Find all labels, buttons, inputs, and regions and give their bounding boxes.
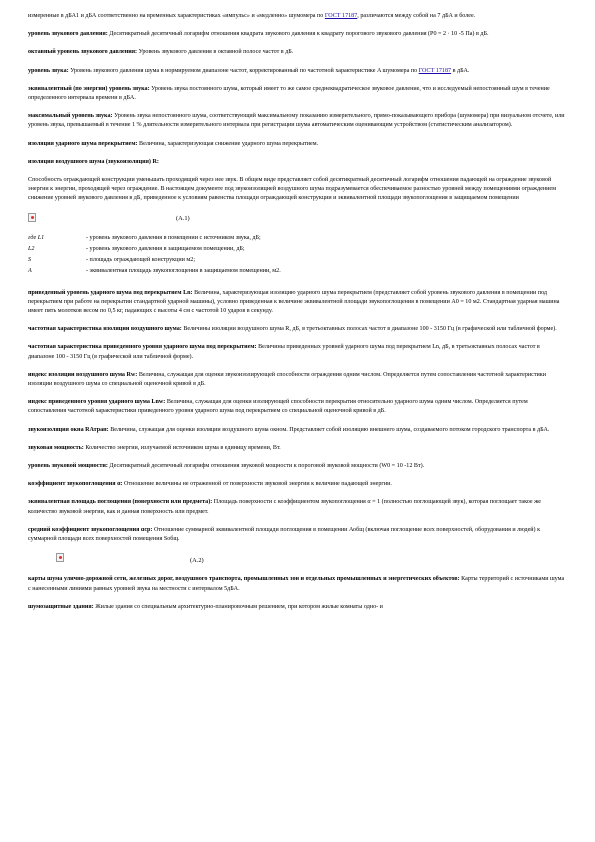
definition-sound-level	[28, 67, 566, 76]
definition-text: Величины приведенных уровней ударного шума под перекрытием Ln, дБ, в третьоктавных полосах частот в диапазоне 100 - 3150 Гц (в графической или табличной форме).	[28, 344, 540, 360]
broken-image-icon	[28, 213, 36, 222]
definition-text: Уровень звукового давления шума в нормируемом диапазоне частот, корректированный по частотной характеристике A шумомера по	[68, 67, 419, 74]
paragraph-text: измеренные в дБА1 и дБА соответственно на временных характеристиках «импульс» и «медленно» шумомера по	[28, 13, 325, 19]
definition-text: Отношение величины не отраженной от поверхности звуковой энергии к величине падающей энергии.	[122, 481, 392, 488]
term: карты шума улично-дорожной сети, железных дорог, воздушного транспорта, промышленных зон и отдельных промышленных и энергетических объектов:	[28, 576, 460, 583]
symbol: S	[28, 256, 32, 263]
term: изоляция воздушного шума (звукоизоляция) R:	[28, 158, 159, 165]
term: шумозащитные здания:	[28, 603, 94, 610]
term: октавный уровень звукового давления:	[28, 49, 138, 56]
symbol-description: - эквивалентная площадь звукопоглощения в защищаемом помещении, м2.	[86, 267, 281, 274]
definition-text: Величина, служащая для оценки изоляции воздушного шума окном. Представляет собой изоляцию внешнего шума, создаваемого потоком городского транспорта в дБА.	[108, 426, 550, 433]
definition-text: Величина, характеризующая снижение ударного шума перекрытием.	[137, 140, 319, 147]
definition-mean-absorption-coefficient	[28, 526, 566, 544]
definition-text: Уровень звука непостоянного шума, соответствующий максимальному показанию измерительного, прямо-показывающего прибора (шумомера) при визуальном отсчете, или уровень звука, превышаемый в течение 1 % длительности измерительного интервала при регистрации шума автоматическим оценивающим устройством (статистическим анализатором).	[28, 113, 565, 129]
definition-text: Величина, служащая для оценки изолирующей способности перекрытия относительно ударного шума одним числом. Определяется путем сопоставления частотной характеристики приведенного уровня ударного шума под перекрытием со специальной оценочной кривой в дБ.	[28, 399, 528, 415]
term: частотная характеристика изоляции воздушного шума:	[28, 326, 182, 333]
formula-number: (А.2)	[190, 557, 204, 565]
term: звукоизоляция окна RАтран:	[28, 426, 109, 433]
formula-a2	[28, 553, 566, 569]
term: эквивалентная площадь поглощения (поверхности или предмета):	[28, 499, 213, 506]
definition-airborne-insulation	[28, 158, 566, 167]
definition-rw-index	[28, 371, 566, 389]
definition-text-tail: в дБА.	[451, 67, 470, 74]
gost-17187-link[interactable]: ГОСТ 17187	[324, 13, 358, 19]
term: индекс изоляции воздушного шума Rw:	[28, 371, 138, 378]
paragraph-noise-difference	[28, 12, 566, 21]
term: эквивалентный (по энергии) уровень звука:	[28, 85, 150, 92]
definition-sound-power-level	[28, 462, 566, 471]
term: коэффициент звукопоглощения α:	[28, 481, 123, 488]
definition-noise-maps	[28, 575, 566, 593]
symbol-definitions	[28, 235, 281, 279]
definition-row	[28, 268, 281, 279]
definition-text: Уровень звукового давления в октавной полосе частот в дБ.	[137, 49, 294, 56]
gost-17187-link[interactable]: ГОСТ 17187	[418, 67, 452, 74]
definition-reduced-impact-level	[28, 289, 566, 317]
definition-octave-level	[28, 48, 566, 57]
term: уровень звукового давления:	[28, 31, 108, 38]
definition-text: Десятикратный десятичный логарифм отношения квадрата звукового давления к квадрату порогового звукового давления (P0 = 2 · 10 -5 Па) в дБ.	[107, 31, 489, 38]
definition-text: Десятикратный десятичный логарифм отношения звуковой мощности к пороговой звуковой мощности (W0 = 10 -12 Вт).	[107, 463, 425, 470]
definition-row	[28, 235, 281, 246]
term: изоляция ударного шума перекрытием:	[28, 140, 138, 147]
definition-window-insulation	[28, 426, 566, 435]
definition-row	[28, 257, 281, 268]
formula-a1	[28, 213, 566, 229]
definition-text: Уровень звука постоянного шума, который имеет то же самое среднеквадратическое звуковое давление, что и исследуемый непостоянный шум в течение определенного интервала времени в дБА.	[28, 85, 550, 102]
definition-absorption-coefficient	[28, 480, 566, 489]
document-page	[28, 12, 566, 621]
symbol: где L1	[28, 234, 45, 241]
definition-airborne-frequency-response	[28, 325, 566, 334]
definition-sound-pressure-level	[28, 30, 566, 39]
symbol-description: - уровень звукового давления в защищаемом помещении, дБ;	[86, 245, 245, 252]
paragraph-text: Способность ограждающей конструкции уменьшать проходящий через нее звук. В общем виде представляет собой десятикратный десятичный логарифм отношения падающей на ограждение звуковой энергии к энергии, проходящей через ограждение. В настоящем документе под звукоизоляцией воздушного шума подразумевается обеспечиваемое разностью уровней между помещениями ограждением снижение уровней звукового давления в дБ, приведенное к условиям равенства площади ограждающей конструкции и эквивалентной площади звукопоглощения в защищаемом помещении	[28, 177, 556, 202]
term: индекс приведенного уровня ударного шума Lnw:	[28, 399, 166, 406]
definition-text: Количество энергии, излучаемой источником шума в единицу времени, Вт.	[83, 444, 281, 451]
symbol-description: - уровень звукового давления в помещении с источником звука, дБ;	[86, 234, 261, 241]
term: звуковая мощность:	[28, 444, 84, 451]
definition-max-level	[28, 112, 566, 130]
definition-text: Величина, служащая для оценки звукоизолирующей способности ограждения одним числом. Определяется путем сопоставления частотной характеристики изоляции воздушного шума со специальной оценочной кривой в дБ.	[28, 371, 547, 388]
paragraph-text-tail: , различаются между собой на 7 дБА и более.	[357, 13, 476, 19]
definition-equivalent-level	[28, 85, 566, 103]
term: средний коэффициент звукопоглощения αср:	[28, 526, 153, 533]
term: частотная характеристика приведенного уровня ударного шума под перекрытием:	[28, 344, 257, 351]
definition-text: Отношение суммарной эквивалентной площади поглощения в помещении Аобщ (включая поглощение всех поверхностей, оборудования и людей) к суммарной площади всех поверхностей помещения Sобщ.	[28, 526, 541, 543]
definition-impact-insulation	[28, 140, 566, 149]
definition-row	[28, 246, 281, 257]
symbol: L2	[28, 245, 35, 252]
symbol: A	[28, 267, 32, 274]
definition-text: Площадь поверхности с коэффициентом звукопоглощения α = 1 (полностью поглощающей звук), которая поглощает такое же количество звуковой энергии, как и данная поверхность или предмет.	[28, 499, 541, 515]
term: уровень звуковой мощности:	[28, 463, 108, 470]
definition-text: Жилые здания со специальным архитектурно-планировочным решением, при котором жилые комнаты одно- и	[93, 603, 383, 610]
term: уровень звука:	[28, 67, 69, 74]
symbol-description: - площадь ограждающей конструкции м2;	[86, 256, 196, 263]
definition-impact-frequency-response	[28, 343, 566, 361]
definition-noise-protective-buildings	[28, 603, 566, 612]
definition-sound-power	[28, 444, 566, 453]
paragraph-airborne-description	[28, 176, 566, 204]
term: приведенный уровень ударного шума под перекрытием Ln:	[28, 289, 193, 296]
definition-text: Карты территорий с источниками шума с нанесенными линиями равных уровней звука на местности с интервалом 5дБА.	[28, 576, 565, 592]
formula-number: (А.1)	[176, 214, 190, 222]
term: максимальный уровень звука:	[28, 113, 113, 120]
broken-image-icon	[56, 553, 64, 562]
definition-lnw-index	[28, 398, 566, 416]
definition-text: Величины изоляции воздушного шума R, дБ, в третьоктавных полосах частот в диапазоне 100 - 3150 Гц (в графической или табличной форме).	[181, 326, 557, 333]
definition-equivalent-absorption-area	[28, 498, 566, 516]
definition-text: Величина, характеризующая изоляцию ударного шума перекрытием (представляет собой уровень звукового давления в помещении под перекрытием при работе на перекрытии стандартной ударной машины), условно приведенная к величине эквивалентной площади звукопоглощения в помещении A0 = 10 м2. Стандартная ударная машина имеет пять молотков весом по 0,5 кг, падающих с высоты 4 см с частотой 10 ударов в секунду.	[28, 289, 560, 315]
